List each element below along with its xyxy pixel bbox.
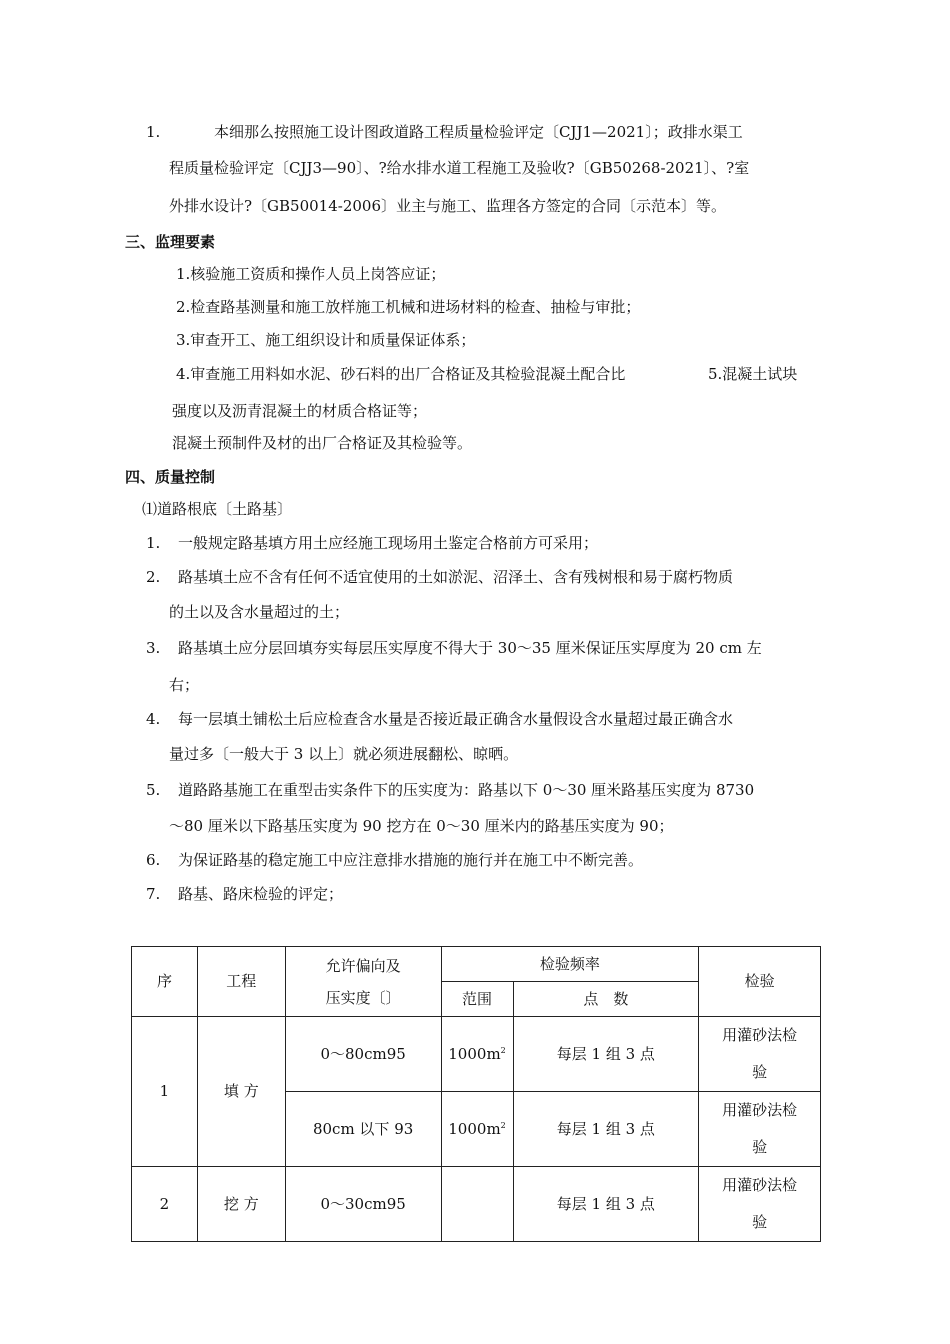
row-1-range-unit: 2	[500, 1045, 506, 1055]
section-3-item-5-cont: 强度以及沥青混凝土的材质合格证等；	[172, 402, 428, 420]
row-2-range-unit: 2	[500, 1120, 506, 1130]
row-1-range-value: 1000m	[448, 1044, 501, 1063]
header-method: 检验	[699, 947, 821, 1017]
row-2-method-line-2: 验	[752, 1138, 768, 1156]
row-3-project: 挖 方	[197, 1167, 285, 1242]
quality-item-7-text: 路基、路床检验的评定；	[178, 885, 344, 903]
row-3-tolerance: 0～30cm95	[285, 1167, 441, 1242]
section-4-subtitle: ⑴道路根底〔土路基〕	[142, 500, 293, 518]
row-1-range	[441, 1017, 513, 1092]
row-2-tolerance: 80cm 以下 93	[285, 1092, 441, 1167]
quality-item-5-number: 5.	[146, 781, 161, 799]
header-seq: 序	[132, 947, 198, 1017]
table-row	[132, 1167, 821, 1242]
quality-item-5-text-cont: ～80 厘米以下路基压实度为 90 挖方在 0～30 厘米内的路基压实度为 90；	[169, 817, 674, 835]
quality-item-1-text: 一般规定路基填方用土应经施工现场用土鉴定合格前方可采用；	[178, 534, 599, 552]
quality-item-6-text: 为保证路基的稳定施工中应注意排水措施的施行并在施工中不断完善。	[178, 851, 644, 869]
row-3-seq: 2	[132, 1167, 198, 1242]
quality-item-4-text: 每一层填土铺松土后应检查含水量是否接近最正确含水量假设含水量超过最正确含水	[178, 710, 734, 728]
intro-number: 1.	[146, 123, 161, 141]
header-tolerance-line-2: 压实度〔〕	[325, 988, 401, 1007]
quality-item-2-number: 2.	[146, 568, 161, 586]
table-header-row	[132, 947, 821, 982]
section-4-heading: 四、质量控制	[125, 468, 216, 486]
quality-item-3-text: 路基填土应分层回填夯实每层压实厚度不得大于 30～35 厘米保证压实厚度为 20 cm 左	[178, 639, 762, 657]
header-range: 范围	[441, 982, 513, 1017]
row-2-range-value: 1000m	[448, 1119, 501, 1138]
quality-item-7-number: 7.	[146, 885, 161, 903]
header-tolerance-line-1: 允许偏向及	[325, 956, 401, 975]
intro-line-1: 本细那么按照施工设计图政道路工程质量检验评定〔CJJ1—2021〕；政排水渠工	[214, 123, 743, 141]
quality-item-4-text-cont: 量过多〔一般大于 3 以上〕就必须进展翻松、晾晒。	[169, 745, 519, 763]
header-points: 点 数	[513, 982, 699, 1017]
row-3-points: 每层 1 组 3 点	[513, 1167, 699, 1242]
row-1-tolerance: 0～80cm95	[285, 1017, 441, 1092]
row-1-points: 每层 1 组 3 点	[513, 1017, 699, 1092]
row-2-range	[441, 1092, 513, 1167]
intro-line-3: 外排水设计?〔GB50014-2006〕业主与施工、监理各方签定的合同〔示范本〕等。	[169, 197, 727, 215]
section-3-heading: 三、监理要素	[125, 233, 216, 251]
row-3-method-line-1: 用灌砂法检	[722, 1176, 798, 1194]
quality-item-2-text: 路基填土应不含有任何不适宜使用的土如淤泥、沼泽土、含有残树根和易于腐朽物质	[178, 568, 734, 586]
quality-item-3-text-cont: 右；	[169, 676, 200, 694]
row-2-points: 每层 1 组 3 点	[513, 1092, 699, 1167]
row-1-method-line-1: 用灌砂法检	[722, 1026, 798, 1044]
quality-item-4-number: 4.	[146, 710, 161, 728]
row-2-method-line-1: 用灌砂法检	[722, 1101, 798, 1119]
header-frequency: 检验频率	[441, 947, 699, 982]
row-1-method-line-2: 验	[752, 1063, 768, 1081]
inspection-table	[131, 946, 821, 1242]
section-3-item-6: 混凝土预制件及材的出厂合格证及其检验等。	[172, 434, 473, 452]
quality-item-5-text: 道路路基施工在重型击实条件下的压实度为：路基以下 0～30 厘米路基压实度为 8730	[178, 781, 755, 799]
intro-line-2: 程质量检验评定〔CJJ3—90〕、?给水排水道工程施工及验收?〔GB50268-2021〕、?室	[169, 159, 750, 177]
section-3-item-5: 5.混凝土试块	[708, 365, 798, 383]
section-3-item-1: 1.核验施工资质和操作人员上岗答应证；	[176, 265, 446, 283]
quality-item-1-number: 1.	[146, 534, 161, 552]
row-2-method	[699, 1092, 821, 1167]
section-3-item-2: 2.检查路基测量和施工放样施工机械和进场材料的检查、抽检与审批；	[176, 298, 641, 316]
row-1-project: 填 方	[197, 1017, 285, 1167]
row-1-seq: 1	[132, 1017, 198, 1167]
row-1-method	[699, 1017, 821, 1092]
header-tolerance	[285, 947, 441, 1017]
row-3-method	[699, 1167, 821, 1242]
quality-item-6-number: 6.	[146, 851, 161, 869]
table-row	[132, 1017, 821, 1092]
quality-item-3-number: 3.	[146, 639, 161, 657]
header-project: 工程	[197, 947, 285, 1017]
section-3-item-4: 4.审查施工用料如水泥、砂石料的出厂合格证及其检验混凝土配合比	[176, 365, 626, 383]
quality-item-2-text-cont: 的土以及含水量超过的土；	[169, 603, 350, 621]
row-3-method-line-2: 验	[752, 1213, 768, 1231]
section-3-item-3: 3.审查开工、施工组织设计和质量保证体系；	[176, 331, 476, 349]
row-3-range	[441, 1167, 513, 1242]
